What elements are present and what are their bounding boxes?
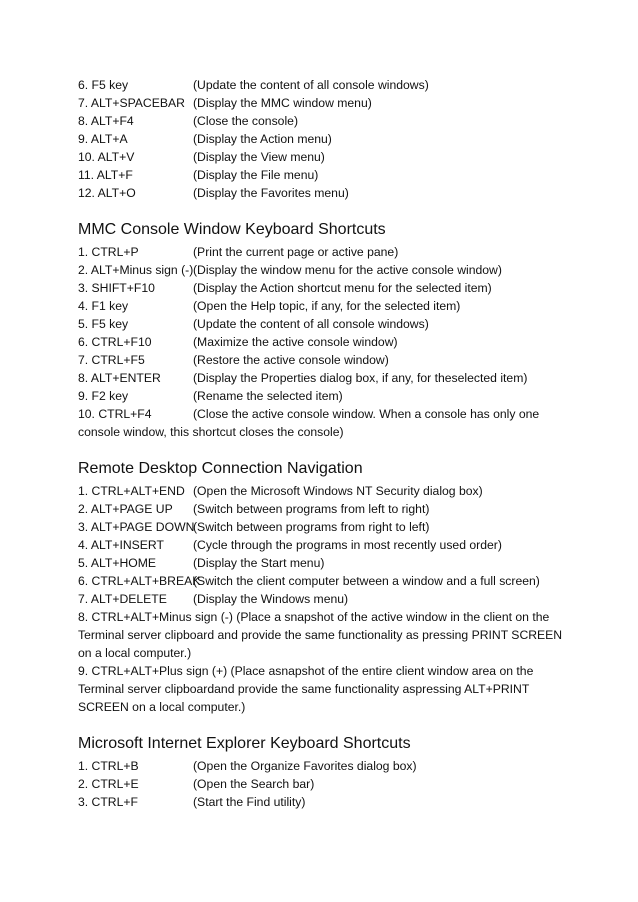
shortcut-row — [78, 184, 570, 202]
section-remote-desktop — [78, 459, 570, 716]
shortcut-row — [78, 351, 570, 369]
section-heading: Microsoft Internet Explorer Keyboard Shortcuts — [78, 735, 411, 752]
shortcut-description: (Close the console) — [193, 114, 298, 128]
shortcut-key: 5. F5 key — [78, 317, 129, 331]
shortcut-description: (Switch between programs from right to left) — [193, 520, 430, 534]
shortcut-key: 3. SHIFT+F10 — [78, 281, 155, 295]
shortcut-row — [78, 76, 570, 94]
shortcut-row — [78, 775, 570, 793]
shortcut-key: 11. ALT+F — [78, 168, 133, 182]
shortcut-description: (Update the content of all console windows) — [193, 317, 429, 331]
shortcut-description: (Restore the active console window) — [193, 353, 389, 367]
shortcut-paragraph: 8. CTRL+ALT+Minus sign (-) (Place a snapshot of the active window in the client on the Terminal server clipboard and provide the same functionality as pressing PRINT SCREEN on a local computer.) — [78, 610, 563, 660]
shortcut-description: (Switch between programs from left to right) — [193, 502, 430, 516]
shortcut-key: 9. F2 key — [78, 389, 129, 403]
shortcut-key: 6. CTRL+ALT+BREAK — [78, 574, 201, 588]
shortcut-description: (Display the MMC window menu) — [193, 96, 372, 110]
shortcut-key: 7. ALT+DELETE — [78, 592, 167, 606]
shortcut-key: 4. ALT+INSERT — [78, 538, 164, 552]
shortcut-description: (Display the View menu) — [193, 150, 325, 164]
shortcut-row — [78, 297, 570, 315]
shortcut-description: (Switch the client computer between a window and a full screen) — [193, 574, 540, 588]
shortcut-row — [78, 148, 570, 166]
shortcut-key: 10. CTRL+F4 — [78, 407, 152, 421]
shortcut-row — [78, 757, 570, 775]
section-internet-explorer — [78, 734, 570, 811]
shortcut-row — [78, 369, 570, 387]
shortcut-row — [78, 112, 570, 130]
shortcut-description: (Display the Action shortcut menu for the selected item) — [193, 281, 492, 295]
shortcut-key: 3. CTRL+F — [78, 795, 138, 809]
section-mmc-console-window — [78, 220, 570, 441]
shortcut-description: (Rename the selected item) — [193, 389, 343, 403]
shortcut-key: 2. ALT+Minus sign (-) — [78, 263, 194, 277]
shortcut-key: 2. CTRL+E — [78, 777, 139, 791]
shortcut-description: (Close the active console window. When a console has only one — [193, 407, 540, 421]
shortcut-key: 7. CTRL+F5 — [78, 353, 145, 367]
shortcut-key: 6. F5 key — [78, 78, 129, 92]
shortcut-key: 3. ALT+PAGE DOWN — [78, 520, 195, 534]
shortcut-description: (Display the Properties dialog box, if any, for theselected item) — [193, 371, 528, 385]
shortcut-row — [78, 590, 570, 608]
shortcut-row — [78, 279, 570, 297]
shortcut-description: (Open the Organize Favorites dialog box) — [193, 759, 417, 773]
shortcut-description: (Print the current page or active pane) — [193, 245, 399, 259]
shortcut-row — [78, 94, 570, 112]
shortcut-key: 2. ALT+PAGE UP — [78, 502, 173, 516]
shortcut-row — [78, 793, 570, 811]
shortcut-description: (Cycle through the programs in most recently used order) — [193, 538, 502, 552]
shortcut-row — [78, 333, 570, 351]
shortcut-key: 10. ALT+V — [78, 150, 135, 164]
shortcut-key: 8. ALT+F4 — [78, 114, 134, 128]
section-heading: MMC Console Window Keyboard Shortcuts — [78, 221, 386, 238]
shortcut-key: 1. CTRL+ALT+END — [78, 484, 185, 498]
shortcut-key: 6. CTRL+F10 — [78, 335, 152, 349]
shortcut-description: (Display the File menu) — [193, 168, 319, 182]
shortcut-key: 12. ALT+O — [78, 186, 136, 200]
document-page — [78, 76, 570, 811]
shortcut-description: (Open the Help topic, if any, for the selected item) — [193, 299, 461, 313]
shortcut-description: (Update the content of all console windows) — [193, 78, 429, 92]
shortcut-key: 9. ALT+A — [78, 132, 128, 146]
shortcut-description: (Display the Start menu) — [193, 556, 325, 570]
shortcut-continuation-text: console window, this shortcut closes the console) — [78, 425, 344, 439]
shortcut-key: 7. ALT+SPACEBAR — [78, 96, 185, 110]
shortcut-key: 8. ALT+ENTER — [78, 371, 161, 385]
section-heading: Remote Desktop Connection Navigation — [78, 460, 363, 477]
shortcut-description: (Maximize the active console window) — [193, 335, 398, 349]
shortcut-row — [78, 166, 570, 184]
shortcut-description: (Open the Microsoft Windows NT Security dialog box) — [193, 484, 483, 498]
shortcut-description: (Display the Favorites menu) — [193, 186, 349, 200]
shortcut-key: 1. CTRL+B — [78, 759, 139, 773]
shortcut-description: (Display the Windows menu) — [193, 592, 349, 606]
shortcut-row — [78, 500, 570, 518]
shortcut-key: 5. ALT+HOME — [78, 556, 157, 570]
shortcut-row — [78, 243, 570, 261]
shortcut-row — [78, 518, 570, 536]
shortcut-key: 1. CTRL+P — [78, 245, 139, 259]
shortcut-description: (Start the Find utility) — [193, 795, 306, 809]
shortcut-row — [78, 387, 570, 405]
shortcut-description: (Open the Search bar) — [193, 777, 315, 791]
shortcut-description: (Display the Action menu) — [193, 132, 332, 146]
shortcut-row — [78, 315, 570, 333]
shortcut-row — [78, 536, 570, 554]
section-console-shortcuts-continued — [78, 76, 570, 202]
shortcut-row — [78, 130, 570, 148]
shortcut-row — [78, 554, 570, 572]
shortcut-row — [78, 482, 570, 500]
blank-line — [78, 441, 570, 459]
shortcut-row — [78, 405, 570, 423]
shortcut-key: 4. F1 key — [78, 299, 129, 313]
shortcut-row — [78, 261, 570, 279]
shortcut-description: (Display the window menu for the active console window) — [193, 263, 502, 277]
shortcut-paragraph: 9. CTRL+ALT+Plus sign (+) (Place asnapshot of the entire client window area on the Terminal server clipboardand provide the same functionality aspressing ALT+PRINT SCREEN on a local computer.) — [78, 664, 534, 714]
shortcut-row — [78, 572, 570, 590]
